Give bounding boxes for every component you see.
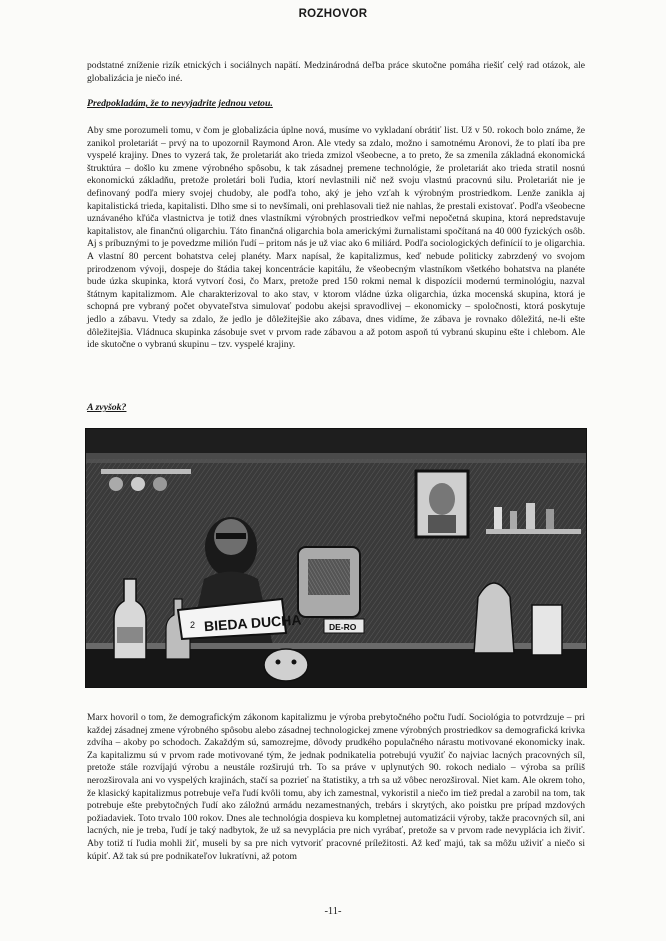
sign-label: BIEDA DUCHA <box>203 611 302 635</box>
interview-question-1: Predpokladám, že to nevyjadrite jednou vetou. <box>87 98 273 109</box>
framed-portrait <box>416 471 468 537</box>
small-sign <box>324 619 364 633</box>
page-number: -11- <box>324 906 342 917</box>
question-2-block <box>87 402 585 415</box>
question-1-block <box>87 98 585 111</box>
machine-object <box>298 547 360 617</box>
small-sign-label: DE-RO <box>329 622 357 632</box>
answer-1-block <box>87 125 585 352</box>
cartoon-illustration <box>85 428 587 688</box>
answer-2-block <box>87 712 585 863</box>
dog-figure <box>264 649 308 681</box>
cartoon-drawing <box>86 429 586 687</box>
intro-paragraph: podstatné zníženie rizík etnických i sociálnych napätí. Medzinárodná deľba práce skutočne pomáha riešiť celý rad otázok, ale globalizácia je niečo iné. <box>87 60 585 84</box>
intro-paragraph-block <box>87 60 585 85</box>
section-header: ROZHOVOR <box>298 8 368 20</box>
answer-1-paragraph: Aby sme porozumeli tomu, v čom je globalizácia úplne nová, musíme vo vykladaní obrátiť list. Už v 50. rokoch bolo známe, že zanikol proletariát – prvý na to upozornil Raymond Aron. Ale vtedy sa zdalo, možno i samotnému Aronovi, že to platí iba pre vyspelé krajiny. Dnes to vyzerá tak, že proletariát ako trieda zmizol všeobecne, a to preto, že sa zmenila základná ekonomická štruktúra – došlo ku zmene výrobného spôsobu, k tak zásadnej premene technológie, že proletariát ako trieda stratil nosnú ekonomickú základňu, pretože proletári boli ľudia, ktorí nevlastnili nič než svoju vlastnú pracovnú silu. Proletariát nie je definovaný podľa miery svojej chudoby, ale podľa toho, aký je jeho vzťah k výrobným prostriedkom. Lenže zanikla aj kapitalistická trieda, kapitalisti. Dlho sme si to nevšímali, oni prehlasovali tiež nie nahlas, že prestali existovať. Podľa všeobecne uznávaného kľúča vlastnictva je totiž dnes vlastníkmi výrobných prostriedkov veľmi nepočetná skupina, ktorá nepredstavuje kapitalistov, ale finančnú oligarchiu. Táto finančná oligarchia bola americkými žurnalistami spočítaná na 40 000 fyzických osôb. Aj s príbuznými to je povedzme milión ľudí – pritom nás je už viac ako 6 miliárd. Podľa sociologických definícií to je oligarchia. A vlastní 80 percent bohatstva celej planéty. Marx napísal, že kapitalizmus, keď nebude politicky zabrzdený vo svojom prirodzenom vývoji, dospeje do štádia takej koncentrácie kapitálu, že všeobecným vlastníkom všetkého bohatstva na planéte bude úzka skupinka, ktorá vytvorí čosi, čo Marx, pretože pred 150 rokmi nemal k dispozícii modernú terminológiu, nazval štátnym kapitalizmom. Ale charakterizoval to ako stav, v ktorom vládne úzka oligarchia, úzka mocenská skupina, ktorá je schopná pre vybraný počet obyvateľstva simulovať podobu akejsi spravodlivej – ekonomicky – spoločnosti, ktorá poskytuje jedlo a zábavu. Vtedy sa zdalo, že jedlo je dôležitejšie ako zábava, dnes vidíme, že zábava je rovnako dôležitá, ne-li ešte dôležitejšia. Vládnuca skupinka zásobuje svet v prvom rade zábavou a až potom aspoň tú vybranú skupinu ešte i chlebom. Ale ide skutočne o vybranú skupinu – tzv. vyspelé krajiny. <box>87 125 585 351</box>
answer-2-paragraph: Marx hovoril o tom, že demografickým zákonom kapitalizmu je výroba prebytočného počtu ľudí. Sociológia to potvrdzuje – pri každej zásadnej zmene výrobného spôsobu alebo zásadnej technologickej zmene výrobných prostriedkov sa demografická krivka zdvíha – akoby po schodoch. Zakaždým sú, samozrejme, dôvody prudkého populačného nárastu motivované ekonomicky inak. Za kapitalizmu sú v prvom rade motivované tým, že jednak podnikatelia potrebujú využiť čo najviac lacných pracovných síl, pretože stále rozvíjajú výrobu a neustále rozširujú trh. To sa práve v uplynutých 90. rokoch nedialo – výroba sa príliš nerozširovala ani vo vyspelých krajinách, stačí sa pozrieť na štatistiky, a trh sa už vôbec nerozširoval. Niet kam. Ale okrem toho, že klasický kapitalizmus potrebuje veľa ľudí kvôli tomu, aby ich zamestnal, vykoristil a niečo im tiež predal a zarobil na tom, tak potrebuje ešte prebytočných ľudí ako záložnú armádu nezamestnaných, trebárs i skrytých, ako poistku pre prípad mzdových požiadaviek. Toto trvalo 100 rokov. Dnes ale technológia dospieva ku kompletnej automatizácii výroby, takže pracovných síl, ani lacných, nie je treba, ľudí je taký nadbytok, že už sa nevyplácia pre nich vyrábať, pretože sa v prvom rade nevyplácia ich živiť. Aby totiž tí ľudia mohli žiť, museli by sa pre nich vytvoriť pracovné príležitosti. Až keď majú, tak sa môžu uživiť a niečo si kúpiť. Až tak sú pre podnikateľov lukratívni, až potom <box>87 712 585 862</box>
sign-number: 2 <box>190 620 196 630</box>
interview-question-2: A zvyšok? <box>87 402 127 413</box>
